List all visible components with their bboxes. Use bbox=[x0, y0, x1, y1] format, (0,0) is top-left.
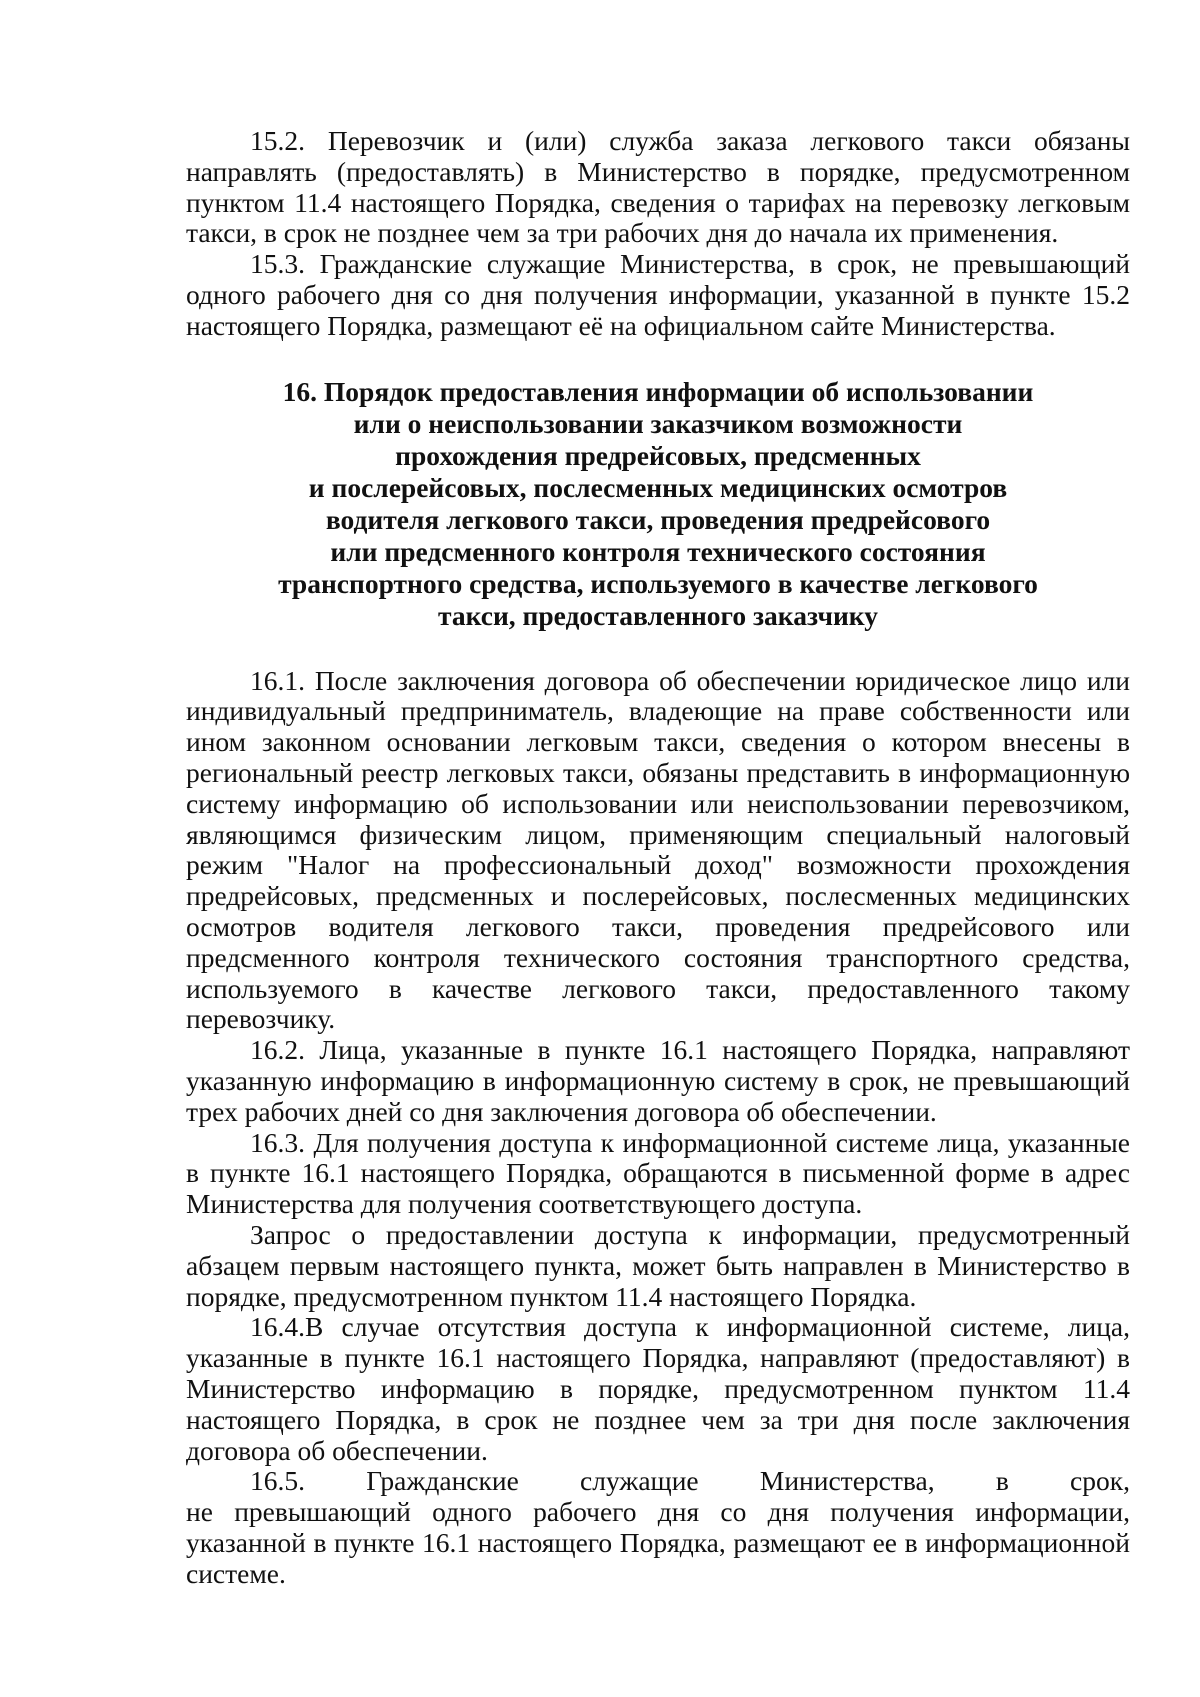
document-body bbox=[186, 126, 1130, 1589]
heading-line: такси, предоставленного заказчику bbox=[437, 599, 879, 631]
paragraph-16-5-first-line: 16.5. Гражданские служащие Министерства, в срок, bbox=[250, 1465, 1130, 1497]
paragraph-16-5 bbox=[186, 1466, 1130, 1589]
heading-line: транспортного средства, используемого в качестве легкового bbox=[278, 567, 1038, 599]
heading-line: или предсменного контроля технического состояния bbox=[330, 535, 986, 567]
heading-line: или о неиспользовании заказчиком возможности bbox=[353, 407, 963, 439]
paragraph-15-2: 15.2. Перевозчик и (или) служба заказа легкового такси обязаны направлять (предоставлять) в Министерство в порядке, предусмотренном пунктом 11.4 настоящего Порядка, сведения о тарифах на перевозку легковым такси, в срок не позднее чем за три рабочих дня до начала их применения. bbox=[186, 125, 1130, 249]
section-16-heading bbox=[186, 376, 1130, 632]
heading-line: и послерейсовых, послесменных медицинских осмотров bbox=[308, 471, 1008, 503]
paragraph-16-1: 16.1. После заключения договора об обеспечении юридическое лицо или индивидуальный предприниматель, владеющие на праве собственности или ином законном основании легковым такси, сведения о котором внесены в региональный реестр легковых такси, обязаны представить в информационную систему информацию об использовании или неиспользовании перевозчиком, являющимся физическим лицом, применяющим специальный налоговый режим "Налог на профессиональный доход" возможности прохождения предрейсовых, предсменных и послерейсовых, послесменных медицинских осмотров водителя легкового такси, проведения предрейсового или предсменного контроля технического состояния транспортного средства, используемого в качестве легкового такси, предоставленного такому перевозчику. bbox=[186, 664, 1130, 1035]
paragraph-16-3: 16.3. Для получения доступа к информационной системе лица, указанные в пункте 16.1 настоящего Порядка, обращаются в письменной форме в адрес Министерства для получения соответствующего доступа. bbox=[186, 1126, 1130, 1220]
heading-line: прохождения предрейсовых, предсменных bbox=[395, 439, 921, 471]
paragraph-16-3-request: Запрос о предоставлении доступа к информации, предусмотренный абзацем первым настоящего пункта, может быть направлен в Министерство в порядке, предусмотренном пунктом 11.4 настоящего Порядка. bbox=[186, 1218, 1130, 1312]
paragraph-16-5-continuation: не превышающий одного рабочего дня со дня получения информации, указанной в пункте 16.1 настоящего Порядка, размещают ее в информационной системе. bbox=[186, 1496, 1130, 1589]
heading-line: 16. Порядок предоставления информации об использовании bbox=[282, 375, 1034, 407]
paragraph-15-3: 15.3. Гражданские служащие Министерства, в срок, не превышающий одного рабочего дня со дня получения информации, указанной в пункте 15.2 настоящего Порядка, размещают её на официальном сайте Министерства. bbox=[186, 248, 1130, 341]
paragraph-16-2: 16.2. Лица, указанные в пункте 16.1 настоящего Порядка, направляют указанную информацию в информационную систему в срок, не превышающий трех рабочих дней со дня заключения договора об обеспечении. bbox=[186, 1034, 1130, 1127]
paragraph-16-4: 16.4.В случае отсутствия доступа к информационной системе, лица, указанные в пункте 16.1 настоящего Порядка, направляют (предоставляют) в Министерство информацию в порядке, предусмотренном пунктом 11.4 настоящего Порядка, в срок не позднее чем за три дня после заключения договора об обеспечении. bbox=[186, 1311, 1130, 1466]
heading-line: водителя легкового такси, проведения предрейсового bbox=[325, 503, 991, 535]
